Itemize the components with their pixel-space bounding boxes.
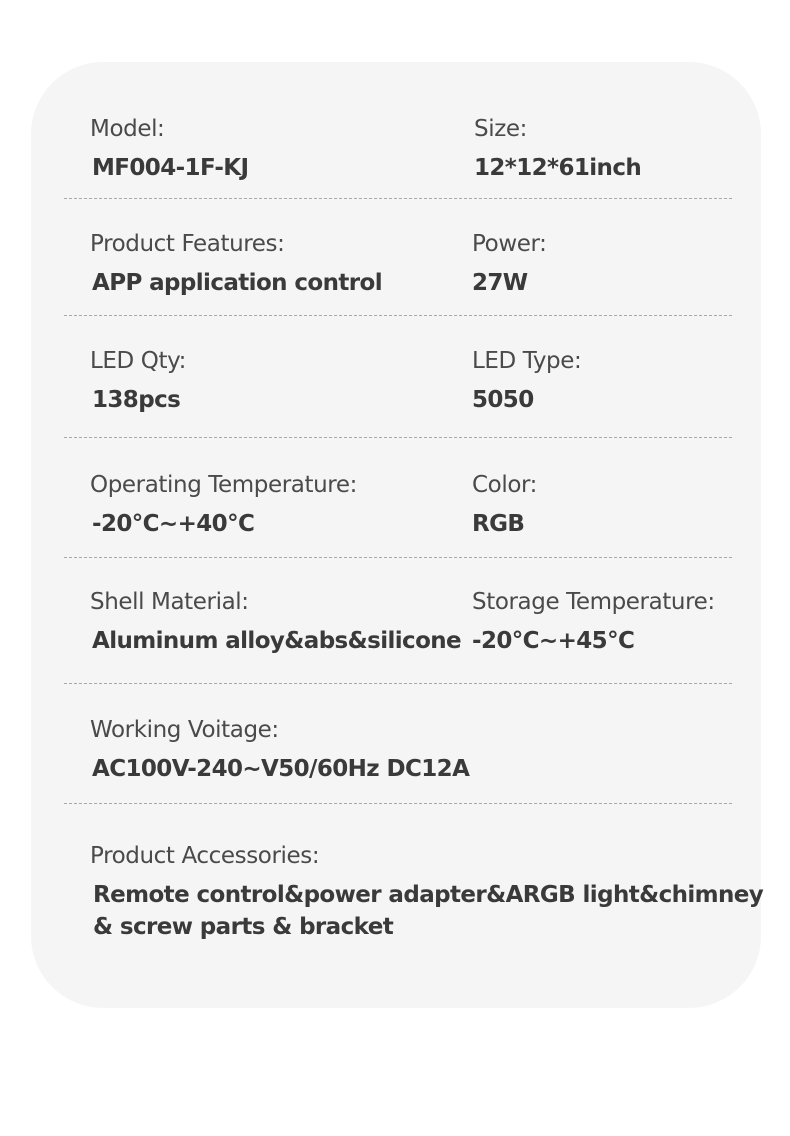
divider <box>64 315 732 316</box>
divider <box>64 803 732 804</box>
model-label: Model: <box>90 116 165 142</box>
color-value: RGB <box>472 511 525 537</box>
shell-material-value: Aluminum alloy&abs&silicone <box>92 628 462 654</box>
product-accessories-value-line2: & screw parts & bracket <box>93 914 394 940</box>
divider <box>64 198 732 199</box>
power-label: Power: <box>472 231 547 257</box>
product-accessories-value-line1: Remote control&power adapter&ARGB light&chimney <box>93 882 764 908</box>
product-accessories-label: Product Accessories: <box>90 843 320 869</box>
led-qty-value: 138pcs <box>92 387 181 413</box>
divider <box>64 683 732 684</box>
working-voltage-label: Working Voitage: <box>90 717 279 743</box>
storage-temperature-value: -20°C~+45°C <box>472 628 635 654</box>
operating-temperature-label: Operating Temperature: <box>90 472 357 498</box>
led-type-value: 5050 <box>472 387 534 413</box>
power-value: 27W <box>472 270 528 296</box>
led-type-label: LED Type: <box>472 348 582 374</box>
model-value: MF004-1F-KJ <box>92 155 249 181</box>
size-label: Size: <box>474 116 527 142</box>
shell-material-label: Shell Material: <box>90 589 249 615</box>
operating-temperature-value: -20°C~+40°C <box>92 511 255 537</box>
storage-temperature-label: Storage Temperature: <box>472 589 715 615</box>
product-features-label: Product Features: <box>90 231 285 257</box>
color-label: Color: <box>472 472 537 498</box>
product-features-value: APP application control <box>92 270 382 296</box>
divider <box>64 437 732 438</box>
size-value: 12*12*61inch <box>474 155 642 181</box>
led-qty-label: LED Qty: <box>90 348 186 374</box>
working-voltage-value: AC100V-240~V50/60Hz DC12A <box>92 756 470 782</box>
divider <box>64 557 732 558</box>
